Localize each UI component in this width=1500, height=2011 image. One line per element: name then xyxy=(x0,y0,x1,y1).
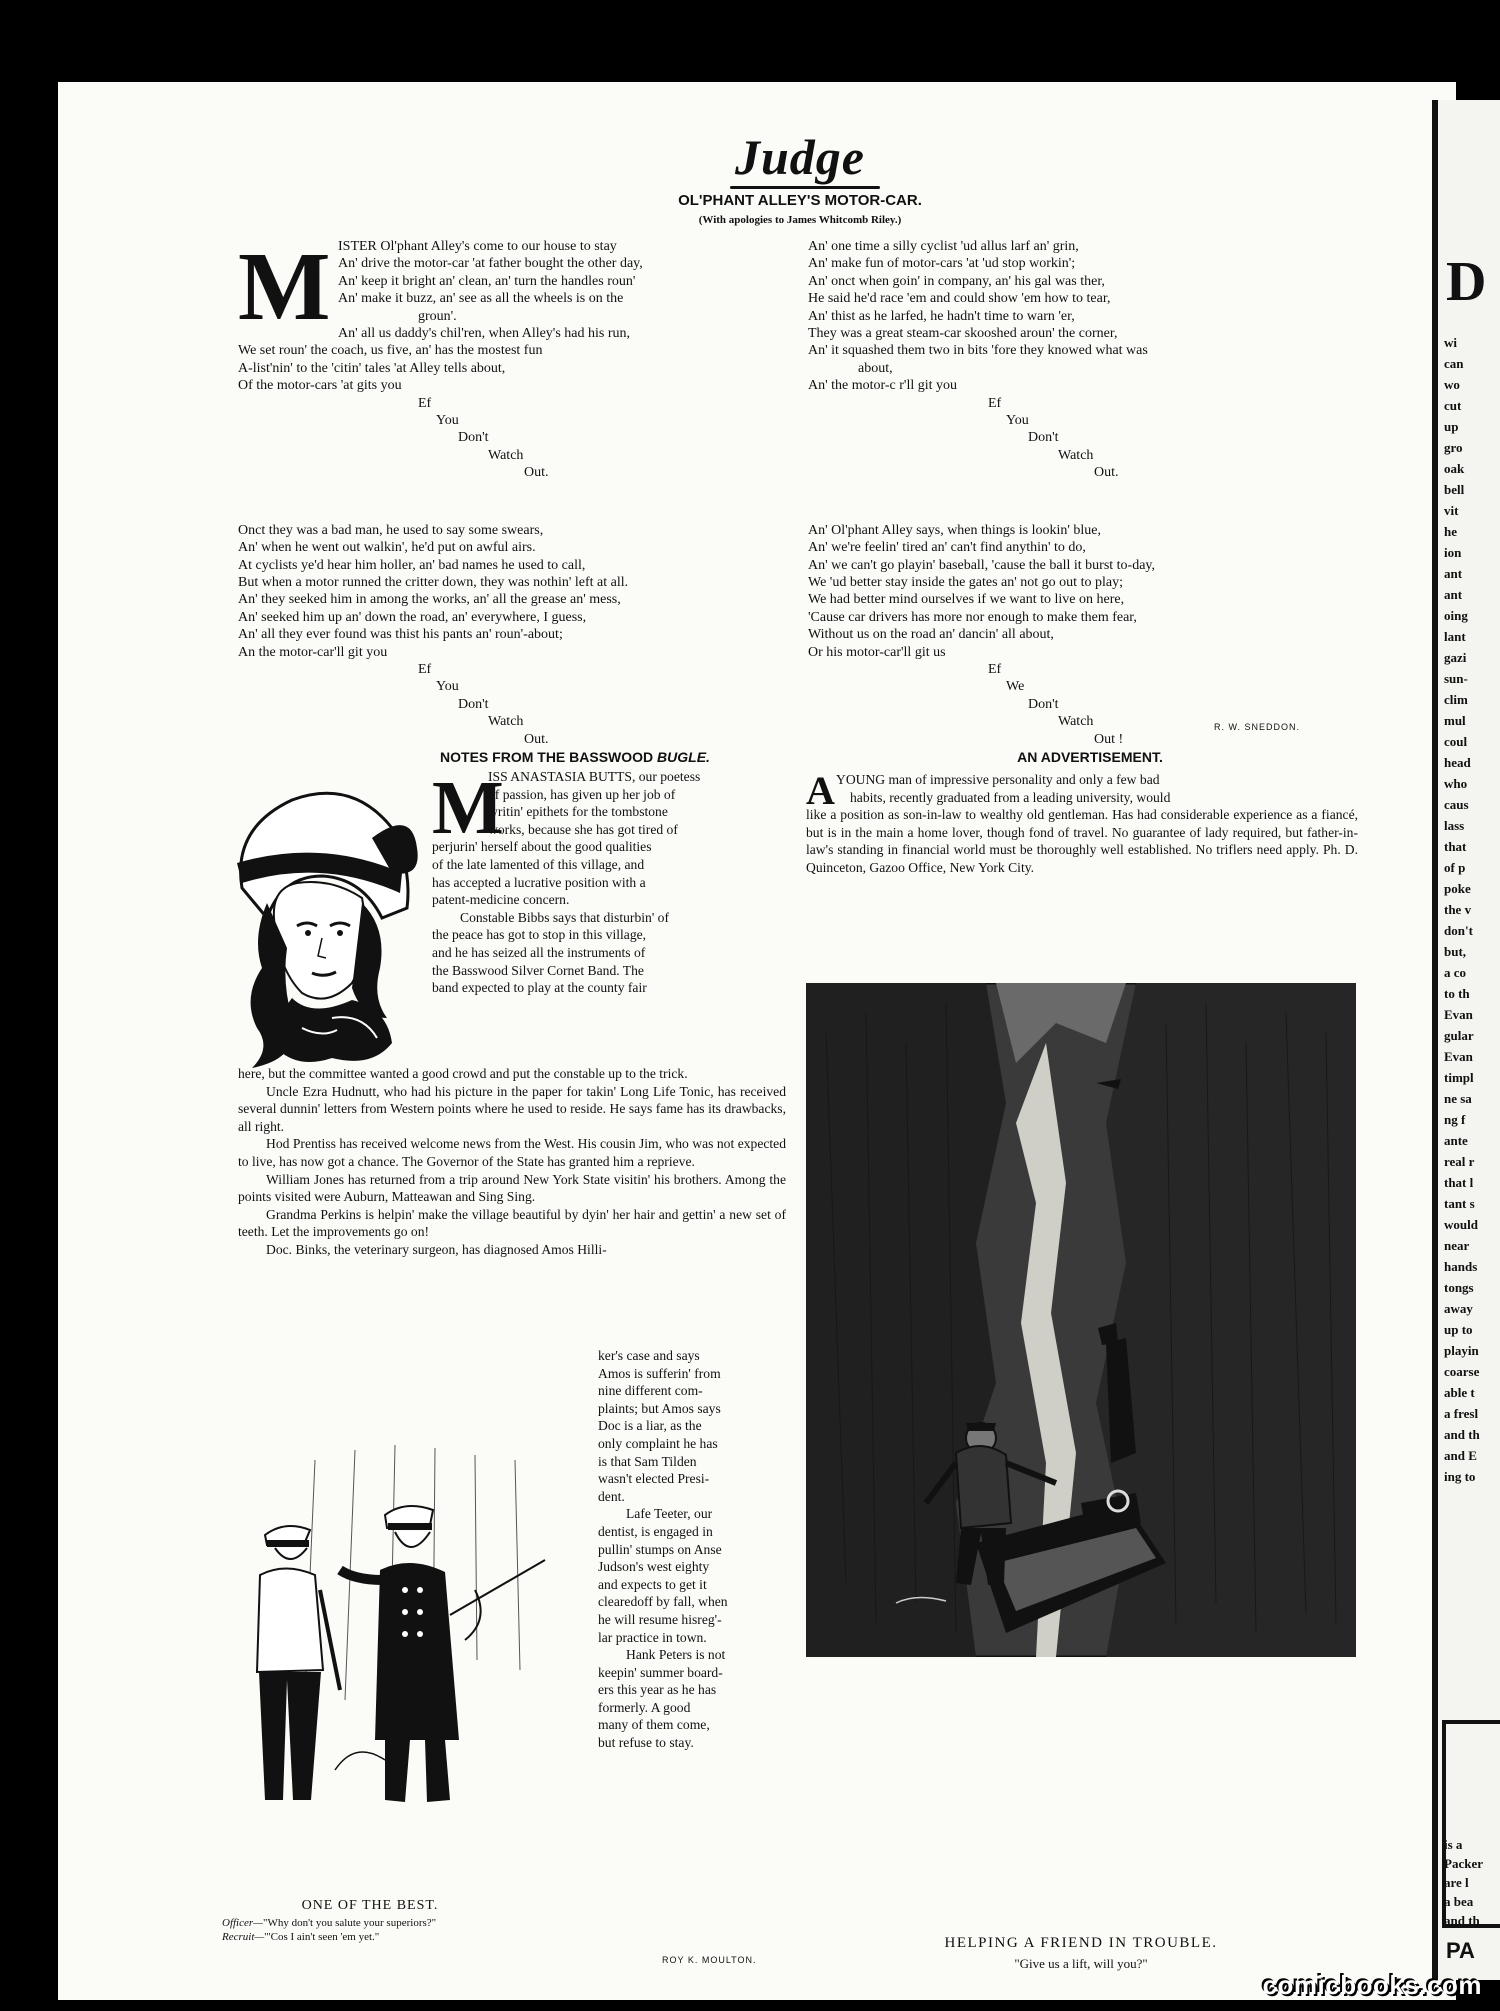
notes-line: Lafe Teeter, our xyxy=(626,1506,713,1522)
notes-line: Constable Bibbs says that disturbin' of xyxy=(460,909,669,925)
refrain-word: Don't xyxy=(1028,430,1059,446)
adjacent-page-line: ante xyxy=(1444,1133,1468,1148)
adjacent-page-line: that xyxy=(1444,839,1467,854)
adjacent-page-line: ing to xyxy=(1444,1469,1476,1484)
notes-line: Judson's west eighty xyxy=(598,1559,710,1575)
refrain-word: You xyxy=(436,413,459,429)
poem-line: An' onct when goin' in company, an' his gal was ther, xyxy=(808,273,1105,289)
notes-column xyxy=(238,1065,786,1259)
refrain-word: Watch xyxy=(488,714,524,730)
adjacent-page-line: poke xyxy=(1444,881,1471,896)
poem-line: ISTER Ol'phant Alley's come to our house to stay xyxy=(338,239,617,254)
poem-line: An' thist as he larfed, he hadn't time to warn 'er, xyxy=(808,308,1075,324)
adjacent-page-line: he xyxy=(1444,524,1457,539)
adjacent-page-ad-line: a bea xyxy=(1444,1894,1474,1909)
notes-line: is that Sam Tilden xyxy=(598,1453,697,1469)
poem-line: An' when he went out walkin', he'd put on awful airs. xyxy=(238,540,536,556)
notes-line: plaints; but Amos says xyxy=(598,1400,721,1416)
adjacent-page-line: the v xyxy=(1444,902,1472,917)
refrain-word: Out ! xyxy=(1094,731,1124,747)
notes-line: the peace has got to stop in this village, xyxy=(432,927,647,943)
adjacent-page-line: coarse xyxy=(1444,1364,1480,1379)
adjacent-page-line: and E xyxy=(1444,1448,1477,1463)
notes-line: writin' epithets for the tombstone xyxy=(488,804,668,820)
notes-line: only complaint he has xyxy=(598,1435,718,1451)
refrain-word: Watch xyxy=(488,447,524,463)
poetess-portrait-illustration xyxy=(212,768,432,1078)
adjacent-page-line: ion xyxy=(1444,545,1462,560)
poem-line: An' drive the motor-car 'at father bought the other day, xyxy=(338,256,643,272)
refrain-word: Watch xyxy=(1058,447,1094,463)
poem-line: An' the motor-c r'll git you xyxy=(808,378,958,394)
adjacent-page-line: tant s xyxy=(1444,1196,1475,1211)
notes-heading: NOTES FROM THE BASSWOOD BUGLE. xyxy=(440,749,710,765)
adjacent-page-line: who xyxy=(1444,776,1468,791)
notes-intro xyxy=(432,768,786,997)
adjacent-page-line: cut xyxy=(1444,398,1462,413)
adjacent-page-line: clim xyxy=(1444,692,1468,707)
refrain-word: Ef xyxy=(988,395,1002,411)
poem-line: An' all us daddy's chil'ren, when Alley's had his run, xyxy=(338,326,630,342)
notes-line: dent. xyxy=(598,1488,625,1504)
masthead-underline xyxy=(730,186,880,189)
notes-line: he will resume hisreg'- xyxy=(598,1611,722,1627)
adjacent-page-line: hands xyxy=(1444,1259,1478,1274)
poem-line: At cyclists ye'd hear him holler, an' bad names he used to call, xyxy=(238,557,586,573)
adjacent-page-line: vit xyxy=(1444,503,1459,518)
poem-line: An' they seeked him in among the works, an' all the grease an' mess, xyxy=(238,592,621,608)
notes-line: patent-medicine concern. xyxy=(432,892,570,908)
poem-line: 'Cause car drivers has more nor enough to make them fear, xyxy=(808,609,1137,625)
adjacent-page-line: gular xyxy=(1444,1028,1474,1043)
poem-line: An' we're feelin' tired an' can't find anythin' to do, xyxy=(808,540,1086,556)
adjacent-page-line: and th xyxy=(1444,1427,1480,1442)
poem-signature: R. W. SNEDDON. xyxy=(1214,722,1301,732)
poem-line: An' it squashed them two in bits 'fore they knowed what was xyxy=(808,343,1148,359)
adjacent-page-text xyxy=(1444,332,1480,1487)
adjacent-page-ad-line: and th xyxy=(1444,1913,1480,1928)
adjacent-page-line: Evan xyxy=(1444,1007,1473,1022)
notes-line: perjurin' herself about the good qualities xyxy=(432,839,652,855)
adjacent-page-fragment xyxy=(1432,100,1500,1980)
adjacent-page-line: Evan xyxy=(1444,1049,1473,1064)
adjacent-page-line: don't xyxy=(1444,923,1473,938)
poem-line: We had better mind ourselves if we want to live on here, xyxy=(808,592,1125,608)
advert-line: YOUNG man of impressive personality and only a few bad xyxy=(836,772,1160,787)
poem-line: An the motor-car'll git you xyxy=(238,644,388,660)
poem-line: They was a great steam-car skooshed aroun' the corner, xyxy=(808,326,1118,342)
adjacent-page-line: but, xyxy=(1444,944,1467,959)
poem-line: An' make fun of motor-cars 'at 'ud stop workin'; xyxy=(808,256,1076,272)
notes-narrow-column xyxy=(598,1347,786,1752)
adjacent-page-line: oak xyxy=(1444,461,1465,476)
notes-line: of passion, has given up her job of xyxy=(488,786,676,802)
refrain-word: We xyxy=(1006,679,1025,695)
refrain-word: Ef xyxy=(418,395,432,411)
adjacent-page-line: lass xyxy=(1444,818,1465,833)
notes-line: of the late lamented of this village, and xyxy=(432,856,645,872)
refrain-word: Don't xyxy=(458,696,489,712)
notes-line: ISS ANASTASIA BUTTS, our poetess xyxy=(488,769,701,784)
small-cartoon-dialogue: Officer—"Why don't you salute your superiors?" Recruit—"'Cos I ain't seen 'em yet." xyxy=(222,1917,437,1943)
large-cartoon-caption: "Give us a lift, will you?" xyxy=(1014,1956,1148,1971)
notes-line: dentist, is engaged in xyxy=(598,1523,713,1539)
small-cartoon-title: ONE OF THE BEST. xyxy=(301,1898,439,1913)
notes-binks-first: Doc. Binks, the veterinary surgeon, has diagnosed Amos Hilli- xyxy=(266,1241,607,1257)
refrain-word: Out. xyxy=(524,465,549,481)
adjacent-page-line: gazi xyxy=(1444,650,1467,665)
refrain-word: Out. xyxy=(524,731,549,747)
poem-line: An' all they ever found was thist his pants an' roun'-about; xyxy=(238,627,563,643)
poem-line: Or his motor-car'll git us xyxy=(808,644,946,660)
watermark: comicbooks.com xyxy=(1262,1970,1482,2000)
car-cliff-cartoon-illustration xyxy=(806,983,1356,1657)
notes-line: Hank Peters is not xyxy=(626,1647,726,1663)
notes-line: Amos is sufferin' from xyxy=(598,1365,721,1381)
adjacent-page-line: up xyxy=(1444,419,1459,434)
refrain-word: You xyxy=(1006,413,1029,429)
refrain-word: Watch xyxy=(1058,714,1094,730)
adjacent-page-ad-line: are l xyxy=(1444,1875,1469,1890)
notes-line: clearedoff by fall, when xyxy=(598,1594,728,1610)
poem-line: An' one time a silly cyclist 'ud allus larf an' grin, xyxy=(808,239,1079,254)
refrain-word: You xyxy=(436,679,459,695)
adjacent-page-line: a co xyxy=(1444,965,1467,980)
adjacent-page-line: oing xyxy=(1444,608,1468,623)
adjacent-page-line: a fresl xyxy=(1444,1406,1479,1421)
poem-line: We set roun' the coach, us five, an' has the mostest fun xyxy=(238,343,543,359)
notes-jones: William Jones has returned from a trip around New York State visitin' his brothers. Among the points visited were Auburn, Matteawan and Sing Sing. xyxy=(238,1171,786,1205)
adjacent-page-line: that l xyxy=(1444,1175,1474,1190)
poem-line: We 'ud better stay inside the gates an' not go out to play; xyxy=(808,574,1123,590)
adjacent-page-ad-word: PA xyxy=(1446,1938,1475,1963)
refrain-word: Ef xyxy=(418,661,432,677)
adjacent-page-ad-line: is a xyxy=(1444,1837,1463,1852)
adjacent-page-line: real r xyxy=(1444,1154,1475,1169)
adjacent-page-line: caus xyxy=(1444,797,1469,812)
adjacent-page-line: wi xyxy=(1444,335,1457,350)
notes-line: and he has seized all the instruments of xyxy=(432,944,646,960)
adjacent-page-line: lant xyxy=(1444,629,1466,644)
notes-line: ker's case and says xyxy=(598,1348,700,1363)
advert-line: habits, recently graduated from a leading university, would xyxy=(850,789,1171,805)
refrain-word: Ef xyxy=(988,661,1002,677)
poem-line: He said he'd race 'em and could show 'em how to tear, xyxy=(808,291,1111,307)
adjacent-page-line: coul xyxy=(1444,734,1468,749)
notes-dropcap: M xyxy=(432,766,504,850)
notes-line: Doc is a liar, as the xyxy=(598,1418,702,1434)
adjacent-page-line: gro xyxy=(1444,440,1463,455)
soldiers-cartoon-illustration xyxy=(245,1440,590,1830)
notes-prentiss: Hod Prentiss has received welcome news from the West. His cousin Jim, who was not expected to live, has now got a chance. The Governor of the State has granted him a reprieve. xyxy=(238,1136,786,1169)
poem-line: An' we can't go playin' baseball, 'cause the ball it burst to-day, xyxy=(808,557,1156,573)
adjacent-page-line: of p xyxy=(1444,860,1466,875)
notes-line: works, because she has got tired of xyxy=(488,821,678,837)
poem-line: Onct they was a bad man, he used to say some swears, xyxy=(238,522,544,538)
adjacent-page-line: ne sa xyxy=(1444,1091,1472,1106)
advert-heading: AN ADVERTISEMENT. xyxy=(1017,749,1163,765)
adjacent-page-ad-text xyxy=(1444,1835,1483,1930)
notes-line: keepin' summer board- xyxy=(598,1664,723,1680)
adjacent-page-line: wo xyxy=(1444,377,1460,392)
adjacent-page-line: mul xyxy=(1444,713,1466,728)
notes-line: lar practice in town. xyxy=(598,1629,707,1645)
poem-dropcap: M xyxy=(238,233,331,341)
adjacent-page-initial: D xyxy=(1446,251,1487,313)
notes-line: formerly. A good xyxy=(598,1699,691,1715)
notes-perkins: Grandma Perkins is helpin' make the village beautiful by dyin' her hair and gettin' a new set of teeth. Let the improvements go on! xyxy=(238,1206,786,1240)
adjacent-page-line: able t xyxy=(1444,1385,1475,1400)
poem-line: A-list'nin' to the 'citin' tales 'at Alley tells about, xyxy=(238,360,506,376)
adjacent-page-line: tongs xyxy=(1444,1280,1474,1295)
poem-subtitle: (With apologies to James Whitcomb Riley.) xyxy=(698,214,902,226)
notes-line: many of them come, xyxy=(598,1717,710,1733)
poem-line: An' seeked him up an' down the road, an' everywhere, I guess, xyxy=(238,609,587,625)
poem-left-column xyxy=(238,233,798,748)
notes-line: has accepted a lucrative position with a xyxy=(432,874,646,890)
adjacent-page-line: can xyxy=(1444,356,1464,371)
poem-line: about, xyxy=(858,360,893,376)
adjacent-page-line: to th xyxy=(1444,986,1470,1001)
notes-bibbs-rest: here, but the committee wanted a good crowd and put the constable up to the trick. xyxy=(238,1066,688,1081)
notes-line: band expected to play at the county fair xyxy=(432,980,647,996)
advert-body: YOUNG man of impressive personality and only a few bad habits, recently graduated from a leading university, would like a position as son-in-law to wealthy old gentleman. Has had considerable experience as a fiancé, but is in the main a home lover, though fond of travel. No guarantee of lady required, but father-in-law's standing in financial world must be thoroughly well established. No triflers need apply. Ph. D. Quinceton, Gazoo Office, New York City. xyxy=(806,772,1358,875)
masthead-judge: Judge xyxy=(735,129,865,185)
notes-signature: ROY K. MOULTON. xyxy=(662,1955,757,1965)
adjacent-page-line: away xyxy=(1444,1301,1473,1316)
adjacent-page-line: bell xyxy=(1444,482,1465,497)
poem-line: Of the motor-cars 'at gits you xyxy=(238,378,402,394)
adjacent-page-line: playin xyxy=(1444,1343,1479,1358)
notes-hudnutt: Uncle Ezra Hudnutt, who had his picture in the paper for takin' Long Life Tonic, has received several dunnin' letters from Western points where he used to reside. He says fame has its drawbacks, all right. xyxy=(238,1083,786,1134)
adjacent-page-line: ant xyxy=(1444,566,1463,581)
refrain-word: Out. xyxy=(1094,465,1119,481)
adjacent-page-line: up to xyxy=(1444,1322,1473,1337)
refrain-word: Don't xyxy=(1028,696,1059,712)
poem-line: An' make it buzz, an' see as all the wheels is on the xyxy=(338,291,624,307)
notes-line: but refuse to stay. xyxy=(598,1735,694,1751)
large-cartoon-title: HELPING A FRIEND IN TROUBLE. xyxy=(944,1935,1218,1951)
notes-line: wasn't elected Presi- xyxy=(598,1471,710,1487)
poem-right-column xyxy=(808,238,1368,748)
poem-line: An' Ol'phant Alley says, when things is lookin' blue, xyxy=(808,522,1101,538)
adjacent-page-line: timpl xyxy=(1444,1070,1474,1085)
poem-line: An' keep it bright an' clean, an' turn the handles roun' xyxy=(338,273,636,289)
adjacent-page-line: ant xyxy=(1444,587,1463,602)
poem-line: Without us on the road an' dancin' all about, xyxy=(808,627,1054,643)
notes-line: nine different com- xyxy=(598,1383,703,1399)
adjacent-page-line: would xyxy=(1444,1217,1478,1232)
poem-line: But when a motor runned the critter down, they was nothin' left at all. xyxy=(238,574,629,590)
adjacent-page-line: sun- xyxy=(1444,671,1468,686)
poem-line: groun'. xyxy=(418,308,457,324)
adjacent-page-ad-line: Packer xyxy=(1444,1856,1483,1871)
adjacent-page-line: ng f xyxy=(1444,1112,1466,1127)
notes-line: and expects to get it xyxy=(598,1576,707,1592)
advert-dropcap: A xyxy=(806,768,835,813)
refrain-word: Don't xyxy=(458,430,489,446)
adjacent-page-line: head xyxy=(1444,755,1471,770)
adjacent-page-line: near xyxy=(1444,1238,1470,1253)
notes-line: ers this year as he has xyxy=(598,1682,717,1698)
poem-title: OL'PHANT ALLEY'S MOTOR-CAR. xyxy=(678,192,922,209)
notes-line: the Basswood Silver Cornet Band. The xyxy=(432,962,644,978)
notes-line: pullin' stumps on Anse xyxy=(598,1541,722,1557)
